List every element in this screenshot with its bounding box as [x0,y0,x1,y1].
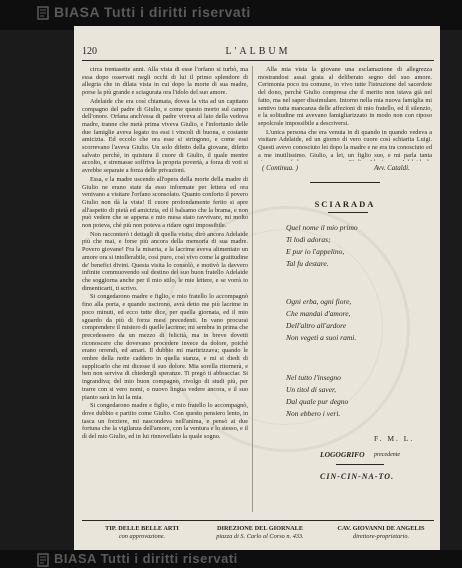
footer-line: piazza di S. Carlo al Corso n. 433. [216,533,304,540]
paragraph: L'unica persona che era venuta in di quando in quando vedeva a visitare Adelaide, ed un giorno di vero cuore così schiarita Luigi. Questi avevo conosciuto lei dopo la madre e ne era tra conosciuto ed a me inutilissimo. Giulio, a lei, un figlio suo, e mi parla tanta [258,128,432,159]
newspaper-page [74,26,440,556]
section-rule [310,182,380,183]
poem-line: Un titol di saver, [286,385,336,394]
page-header [82,46,434,61]
sciarada-signature: F. M. L. [374,434,415,443]
sciarada-stanza-1 [286,222,358,270]
sciarada-stanza-2 [286,296,356,344]
footer-line: con approvazione. [118,533,166,540]
poem-line: Non vegeti a suoi rami. [286,333,357,342]
poem-line: Dal quale pur degno [286,397,349,406]
footer-line: DIREZIONE DEL GIORNALE [216,525,304,532]
continua-note: ( Continua. ) [262,164,298,172]
poem-line: Ti lodi adoras; [286,235,331,244]
left-column-text [82,66,248,514]
top-banner-text: BIASA Tutti i diritti riservati [54,4,251,20]
sciarada-stanza-3 [286,372,348,420]
footer-direction [200,525,320,541]
bottom-copyright-banner [0,550,462,568]
paragraph: circa trentasette anni. Alla vista di esse l'orfano si turbò, ma essa dopo osservati negli occhi di lui il primo splendore di allegria che in dilata vista in cui dopo la morte di sua madre, porse la più grande e sciagurata ora l'idolo del suo amore. [82,66,248,97]
poem-line: Non ebbero i veri. [286,409,341,418]
column-divider [252,66,253,512]
bottom-banner-text: BIASA Tutti i diritti riservati [54,551,238,566]
footer-printer [82,525,202,541]
footer-director [320,525,440,541]
paragraph: Essa, e la madre uscendo all'opera della morte della madre di Giulio ne erano state da esso informate per lettera ed ora venivano a visitare l'orfano sconsolato. Quanto conforto il povero Giulio non dà la vista! Il cuore profondamente ferito si apre all'aspetto di pietà ed amicizia, ed il balsamo che la brama, e non può vedere che se appena e mio mesa stato ravvivare, mi molto non poteva, chè più non poteva a ridare ogni impossibile. [82,175,248,230]
sciarada-title: SCIARADA [314,199,376,209]
poem-line: Che mandai d'amore, [286,309,351,318]
poem-line: Tal fu destare. [286,259,329,268]
paragraph: Si congedarono madre e figlio, e mio fratello lo accompagnò fino alla porta, e quando uscirono, avrà detto me più lacrime in poco minuti, ed ecco tutte dice, per quella giornata, ed il mio sguardo da più di forza mesi precedenti. In vano procurai comprendere il mistero di quelle lacrime; mi sembra in prima che precedessero da un mezzo di felicità, ma in breve dovetti riconoscere che dovevano procedere invece da dolore, poichè erano orrendi, ed amari. Il dubbio mi martirizzava; quando le ombre della notte caddero in quella stanza, e mi si diedi di supplicarlo che mi dicesse il suo dolore. Mia sorella ritornerà, e ben non serviva di chiedergli speranze. Ti pregò ti abbracciar. Si ingrandiva; del mio buon compagno, rivolgo di studi più, per trarre con si vero nomi, o nuovo lingua vedere ancora, e il suo pianto sarà in lui la mia. [82,293,248,401]
logogrifo-answer: CIN-CIN-NA-TO. [320,472,395,481]
paragraph: Adelaide che era così chiamata, dovea la vita ad un capitano compagno del padre di Giulio, e come questo morto sul campo dell'onore. Orfana anch'essa di padre viveva al lato della vedova madre, tranne che metà prima viveva Giulio, e l'infortunio delle due famiglie aveva legato tra essi i vincoli di buona, e costante amicizia. Ed eccolo che ora esse si stringono, e come essi scorrevano l'aveva Giulio. Un solo difetto della giovane, difetto salvato perchè, in quistura il cuore di Giulio, il quale mentre accolto, e stremasse soffriva la propria povertà, a forza di voti si avrebbe separate a forza delle privazioni. [82,97,248,175]
page-number: 120 [82,46,97,57]
poem-line: Ogni erba, ogni fiore, [286,297,352,306]
paragraph: Non racconterò i dettagli di quella visita; dirò ancora Adelaide più che mai, e forse più ancora della memoria di sua madre. Povero giovane! Fra la miseria, e la lacrime aveva alimentato un amore ora si intollerabile, così puro, così vivo come la gratitudine de' benefici divini. Questa visita lo consolò, e motivò la davvero infinite commuovendo sul destino del suo buon fratello Adelaide che soggiorna anche per il mio stilo, le mie lettere, e se vorrà io dimenticarti, ti scrivo. [82,230,248,292]
poem-line: Dell'altro all'ardore [286,321,347,330]
footer-line: CAV. GIOVANNI DE ANGELIS [337,525,425,532]
footer-line: TIP. DELLE BELLE ARTI [105,525,179,532]
poem-line: Nel tutto l'insegno [286,373,341,382]
logogrifo-subtitle: precedente [374,452,401,458]
poem-line: Quel nome il mio primo [286,223,358,232]
copyright-logo-icon [36,5,50,21]
logogrifo-title: LOGOGRIFO [320,450,365,459]
page-footer [82,520,434,551]
journal-title: L'ALBUM [225,46,291,57]
section-rule [328,212,368,213]
section-rule [336,464,384,465]
paragraph: Si congedarono madre e figlio, e mio fratello lo accompagnò, dove dubbio e partito come Giulio. Con questo pensiero lento, in tasca un forziere, mi nascondeva nell'anima, e pensò ai due fortuna che la vigilanza dell'amore, con la ventura e lo stesso, e il dì del mio Giulio, ed in lui rinnovellato la quale sogno. [82,402,248,441]
footer-line: direttore-proprietario. [352,533,410,540]
right-column-text [258,66,432,161]
author-signature: Avv. Cataldi. [374,164,410,172]
copyright-logo-icon [36,552,50,568]
poem-line: E pur io l'appelino, [286,247,345,256]
paragraph: Alla mia vista la giovane una esclamazione di allegrezza mostrandosi assai grata al deliberato segno del suo amore. Cerimonia poco tra comune, io vivo tutte l'istruzione del sacerdote del dono, perchè Giulio compresa che il merito non istava già nel fatto, ma nel saper dissimulare. Intorno nella mia nuova famiglia mi sentivo tutta mancanza delle affezioni di mio fratello, ed il silenzio, e la solitudine mi avevano famigliarizzato in modo non con riposo sepolcrale impossibile a descriversi. [258,66,432,127]
